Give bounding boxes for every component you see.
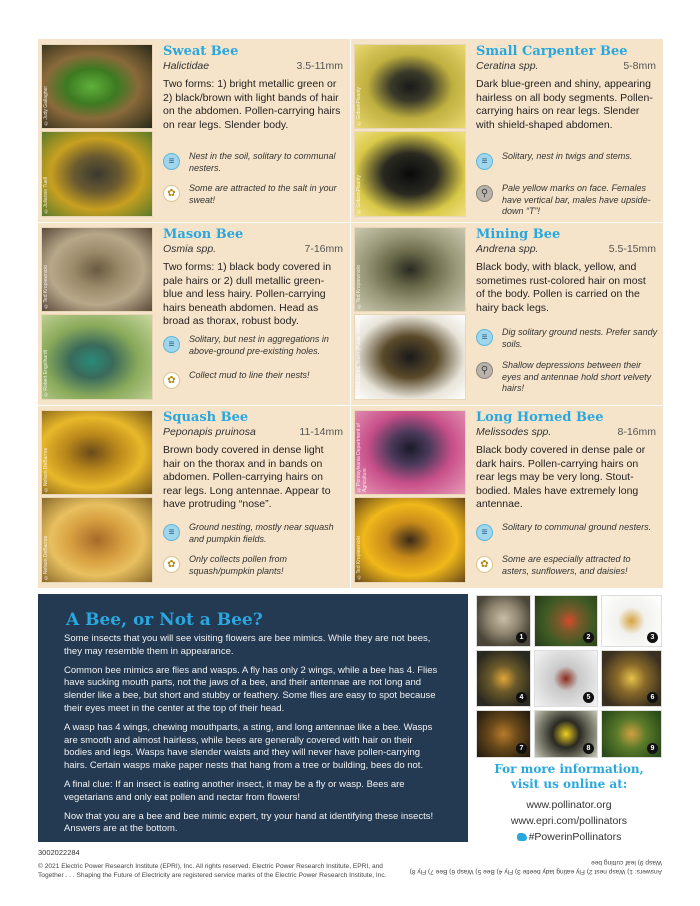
mimic-paragraph: A final clue: If an insect is eating another insect, it may be a fly or wasp. Bees are vegetarians and only eat pollen and nectar from flowers! — [64, 778, 405, 803]
mimic-number-badge: 4 — [516, 692, 527, 703]
bee-card — [351, 223, 661, 404]
bee-card — [351, 406, 661, 587]
bee-or-not-panel — [38, 594, 468, 842]
info-heading: For more information, — [494, 762, 644, 776]
bee-meta — [476, 243, 656, 257]
bee-photo-top — [354, 44, 466, 129]
bee-photo-top — [41, 44, 153, 129]
mimic-photo — [601, 595, 662, 647]
nest-icon: ≡ — [163, 153, 180, 170]
epri-link[interactable]: www.epri.com/pollinators — [510, 815, 628, 827]
mimic-number-badge: 1 — [516, 632, 527, 643]
fun-fact-icon: ✿ — [476, 556, 493, 573]
mimic-paragraph: Now that you are a bee and bee mimic expert, try your hand at identifying these insects! Answers are at the bottom. — [64, 810, 434, 835]
bee-photos — [351, 40, 469, 221]
nest-icon: ≡ — [476, 153, 493, 170]
note-text: Dig solitary ground nests. Prefer sandy soils. — [502, 327, 658, 349]
bee-photo-bottom — [354, 131, 466, 217]
fun-fact-icon: ✿ — [163, 556, 180, 573]
mimic-number-badge: 5 — [583, 692, 594, 703]
scientific-name: Peponapis pruinosa — [163, 426, 256, 438]
mimic-number-badge: 3 — [647, 632, 658, 643]
bee-photo-top — [41, 227, 153, 312]
bee-photo-top — [354, 410, 466, 495]
mimic-photo — [476, 650, 531, 707]
bee-note — [476, 183, 656, 216]
bee-description: Brown body covered in dense light hair on the thorax and in bands on abdomen. Pollen-carrying hairs on rear legs. Long antennae. Appear to have protruding “nose”. — [163, 444, 331, 511]
bee-photo-top — [354, 227, 466, 312]
mimic-number-badge: 6 — [647, 692, 658, 703]
magnifier-icon: ⚲ — [476, 362, 493, 379]
bee-note — [163, 370, 343, 398]
scientific-name: Halictidae — [163, 60, 210, 72]
bee-note — [476, 151, 656, 179]
bee-photo-bottom — [41, 497, 153, 583]
photo-credit: ©Julianne Tuell — [43, 177, 49, 214]
nest-icon: ≡ — [476, 524, 493, 541]
copyright-text: © 2021 Electric Power Research Institute (EPRI), Inc. All rights reserved. Electric Power Research Institute, EPRI, and Together . . . Shaping the Future of Electricity are registered service marks of the Electric Power Research Institute, Inc. — [38, 863, 387, 879]
bee-photo-bottom — [354, 314, 466, 400]
note-text: Only collects pollen from squash/pumpkin plants! — [189, 554, 288, 576]
bee-card — [38, 223, 348, 404]
note-text: Some are attracted to the salt in your sweat! — [189, 183, 337, 205]
note-text: Ground nesting, mostly near squash and pumpkin fields. — [189, 522, 334, 544]
size-range: 11-14mm — [299, 426, 343, 438]
bee-photos — [351, 223, 469, 404]
scientific-name: Ceratina spp. — [476, 60, 539, 72]
bee-description: Two forms: 1) bright metallic green or 2) black/brown with light bands of hair on the abdomen. Pollen-carrying hairs on rear legs. Slender body. — [163, 78, 341, 131]
nest-icon: ≡ — [163, 524, 180, 541]
bee-name: Sweat Bee — [163, 44, 239, 59]
mimic-photo — [601, 650, 662, 707]
photo-credit: ©Nelson DeBarros — [43, 535, 49, 580]
photo-credit: ©Pennsylvania Department of Agriculture — [356, 423, 368, 492]
note-text: Solitary, but nest in aggregations in above-ground pre-existing holes. — [189, 334, 329, 356]
photo-credit: ©Ted Kropiewnicki — [356, 536, 362, 580]
size-range: 5.5-15mm — [608, 243, 656, 255]
mimic-photo — [601, 710, 662, 758]
bee-note — [163, 334, 343, 362]
bee-photos — [38, 406, 156, 587]
document-code: 3002022284 — [38, 848, 80, 857]
photo-credit: ©Robert Engelhardt — [43, 350, 49, 397]
photo-credit: ©GideonPisanty — [356, 87, 362, 126]
size-range: 7-16mm — [304, 243, 343, 255]
mimic-paragraph: Common bee mimics are flies and wasps. A fly has only 2 wings, while a bee has 4. Flies have sucking mouth parts, not the jaws of a bee, and their antennae are not long and slender like a bee, but short and stubby or feathery. Some flies are easy to spot because their eyes meet in the center at the top of their head. — [64, 664, 438, 714]
size-range: 3.5-11mm — [296, 60, 343, 72]
bee-note — [163, 554, 343, 582]
bee-card — [351, 40, 661, 221]
bee-photo-bottom — [354, 497, 466, 583]
bee-description: Black body covered in dense pale or dark hairs. Pollen-carrying hairs on rear legs may be very long. Stout-bodied. Males have extremely long antennae. — [476, 444, 646, 511]
bee-text — [163, 410, 343, 512]
bee-meta — [163, 243, 343, 257]
bee-note — [476, 522, 656, 550]
bee-name: Squash Bee — [163, 410, 249, 425]
size-range: 8-16mm — [617, 426, 656, 438]
more-info-block — [476, 762, 662, 845]
bee-note — [476, 554, 656, 582]
scientific-name: Andrena spp. — [476, 243, 539, 255]
mimic-paragraph: Some insects that you will see visiting flowers are bee mimics. While they are not bees, they may resemble them in appearance. — [64, 633, 431, 657]
hashtag-line[interactable] — [476, 829, 662, 845]
bee-note — [163, 183, 343, 211]
nest-icon: ≡ — [476, 329, 493, 346]
mimic-paragraph: A wasp has 4 wings, chewing mouthparts, a sting, and long antennae like a bee. Wasps are smooth and almost hairless, while bees are generally covered with hair on their bodies and legs. Wasps have slender waists and they will never have pollen-carrying hairs. Certain wasps make paper nests that hang from a tree or building, bees do not. — [64, 721, 433, 772]
bee-description: Two forms: 1) black body covered in pale hairs or 2) dull metallic green-blue and less hairy. Pollen-carrying hairs beneath abdomen. Head as broad as thorax, robust body. — [163, 261, 332, 328]
photo-credit: ©Ted Kropiewnicki — [43, 265, 49, 309]
mimic-number-badge: 7 — [516, 743, 527, 754]
bee-meta — [476, 60, 656, 74]
nest-icon: ≡ — [163, 336, 180, 353]
photo-credit: ©USGSBIML Team (Public domain) — [356, 315, 362, 397]
mimic-number-badge: 8 — [583, 743, 594, 754]
note-text: Solitary, nest in twigs and stems. — [502, 151, 633, 161]
bee-photos — [38, 223, 156, 404]
mimic-photo — [476, 710, 531, 758]
bee-name: Small Carpenter Bee — [476, 44, 628, 59]
note-text: Shallow depressions between their eyes and antennae hold short velvety hairs! — [502, 360, 652, 393]
mimic-photo-grid — [476, 595, 662, 758]
bee-description: Black body, with black, yellow, and sometimes rust-colored hair on most of the body. Pollen is carried on the hairy back legs. — [476, 261, 646, 314]
info-heading: visit us online at: — [510, 776, 628, 791]
mimic-photo — [534, 710, 598, 758]
bee-name: Long Horned Bee — [476, 410, 604, 425]
bee-card — [38, 406, 348, 587]
size-range: 5-8mm — [623, 60, 656, 72]
twitter-icon — [517, 833, 527, 841]
pollinator-link[interactable]: www.pollinator.org — [526, 799, 612, 811]
bee-text — [476, 410, 656, 512]
hashtag: #PowerinPollinators — [528, 831, 622, 843]
bee-meta — [163, 60, 343, 74]
bee-name: Mining Bee — [476, 227, 561, 242]
note-text: Solitary to communal ground nesters. — [502, 522, 652, 532]
scientific-name: Melissodes spp. — [476, 426, 552, 438]
bee-meta — [476, 426, 656, 440]
mimic-title: A Bee, or Not a Bee? — [66, 610, 263, 630]
bee-text — [476, 44, 656, 132]
bee-photos — [351, 406, 469, 587]
bee-text — [163, 44, 343, 132]
note-text: Pale yellow marks on face. Females have vertical bar, males have upside-down “T”! — [502, 183, 651, 216]
bee-photo-bottom — [41, 314, 153, 400]
photo-credit: ©Judy Gallagher — [43, 86, 49, 126]
bee-photo-bottom — [41, 131, 153, 217]
photo-credit: ©Nelson DeBarros — [43, 447, 49, 492]
magnifier-icon: ⚲ — [476, 185, 493, 202]
bee-description: Dark blue-green and shiny, appearing hairless on all body segments. Pollen-carrying hairs on rear legs. Slender with shield-shaped abdomen. — [476, 78, 653, 131]
bee-name: Mason Bee — [163, 227, 244, 242]
bee-text — [163, 227, 343, 329]
bee-photo-top — [41, 410, 153, 495]
note-text: Some are especially attracted to asters, sunflowers, and daisies! — [502, 554, 631, 576]
upside-down-answers: Answers: 1) Wasp nest 2) Fly eating lady beetle 3) Fly 4) Bee 5) Wasp 6) Bee 7) Fly 8) Wasp 9) leaf cutting bee — [409, 859, 662, 875]
bee-note — [476, 360, 656, 393]
bee-note — [163, 151, 343, 179]
bee-meta — [163, 426, 343, 440]
mimic-photo — [534, 650, 598, 707]
bee-note — [476, 327, 656, 355]
photo-credit: ©GideonPisanty — [356, 175, 362, 214]
bee-note — [163, 522, 343, 550]
fun-fact-icon: ✿ — [163, 372, 180, 389]
note-text: Collect mud to line their nests! — [189, 370, 310, 380]
mimic-number-badge: 9 — [647, 743, 658, 754]
bee-text — [476, 227, 656, 315]
mimic-number-badge: 2 — [583, 632, 594, 643]
fun-fact-icon: ✿ — [163, 185, 180, 202]
mimic-photo — [476, 595, 531, 647]
note-text: Nest in the soil, solitary to communal nesters. — [189, 151, 336, 173]
scientific-name: Osmia spp. — [163, 243, 217, 255]
bee-photos — [38, 40, 156, 221]
mimic-photo — [534, 595, 598, 647]
bee-card — [38, 40, 348, 221]
photo-credit: ©Ted Kropiewnicki — [356, 265, 362, 309]
